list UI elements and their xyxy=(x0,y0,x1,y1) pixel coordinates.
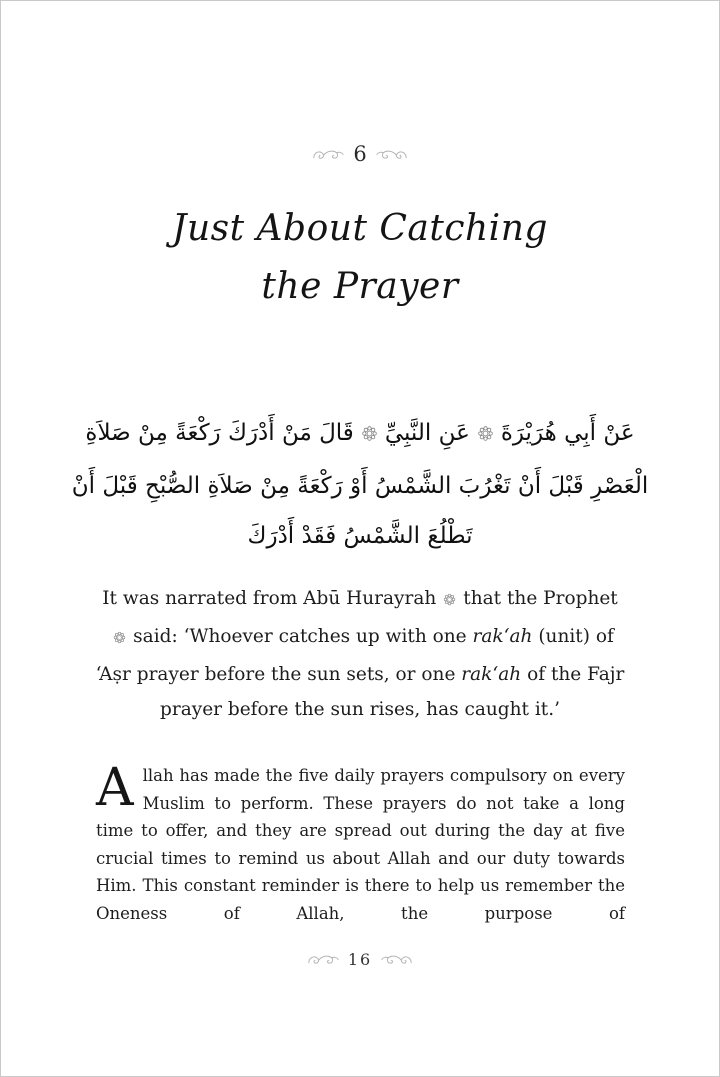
text-segment: (unit) of xyxy=(532,626,614,647)
page-footer xyxy=(1,950,719,969)
honorific-radiallahu-anhu-icon xyxy=(476,411,495,461)
text-segment: الْعَصْرِ قَبْلَ أَنْ تَغْرُبَ الشَّمْسُ أَوْ رَكْعَةً مِنْ صَلاَةِ الصُّبْحِ قَبْلَ أَنْ xyxy=(71,473,649,499)
hadith_arabic-line xyxy=(41,511,679,561)
flourish-right-icon xyxy=(381,953,412,966)
text-segment: عَنِ النَّبِيِّ xyxy=(384,420,470,446)
body-paragraph-text: llah has made the five daily prayers compulsory on every Muslim to perform. These prayers do not take a long time to offer, and they are spread out during the day at five crucial times to remind us about Allah and our duty towards Him. This constant reminder is there to help us remember the Oneness of Allah, the purpose of xyxy=(96,766,625,923)
honorific-radiallahu-anhu-icon xyxy=(442,584,457,619)
flourish-left-icon xyxy=(313,148,344,161)
text-segment: prayer before the sun rises, has caught it.’ xyxy=(160,699,560,720)
chapter-title-line2: the Prayer xyxy=(261,266,459,307)
text-segment: قَالَ مَنْ أَدْرَكَ رَكْعَةً مِنْ صَلاَةِ xyxy=(85,420,354,446)
flourish-left-icon xyxy=(308,953,339,966)
translation-line xyxy=(61,657,659,692)
page-number: 16 xyxy=(347,950,373,969)
chapter-title xyxy=(1,200,719,316)
text-segment: of the Fajr xyxy=(521,664,625,685)
drop-cap: A xyxy=(96,758,134,818)
flourish-right-icon xyxy=(376,148,407,161)
text-segment: عَنْ أَبِي هُرَيْرَةَ xyxy=(500,420,635,446)
transliterated-term: rak‘ah xyxy=(472,626,533,647)
text-segment: that the Prophet xyxy=(463,588,618,609)
text-segment: said: ‘Whoever catches up with one xyxy=(133,626,473,647)
translation-line xyxy=(61,692,659,727)
translation-line xyxy=(61,581,659,619)
chapter-number: 6 xyxy=(353,142,367,166)
chapter-heading xyxy=(1,142,719,166)
hadith-translation xyxy=(61,581,659,727)
honorific-sallallahu-alayhi-wasallam-icon xyxy=(360,411,379,461)
text-segment: It was narrated from Abū Hurayrah xyxy=(102,588,437,609)
hadith-arabic-text xyxy=(41,408,679,561)
transliterated-term: rak‘ah xyxy=(461,664,522,685)
hadith_arabic-line xyxy=(41,461,679,511)
hadith_arabic-line xyxy=(41,408,679,461)
honorific-sallallahu-alayhi-wasallam-icon xyxy=(112,622,127,657)
body-paragraph xyxy=(96,758,625,927)
text-segment: ‘Aṣr prayer before the sun sets, or one xyxy=(95,664,462,685)
chapter-title-line1: Just About Catching xyxy=(172,208,548,249)
translation-line xyxy=(61,619,659,657)
text-segment: تَطْلُعَ الشَّمْسُ فَقَدْ أَدْرَكَ xyxy=(247,523,473,549)
